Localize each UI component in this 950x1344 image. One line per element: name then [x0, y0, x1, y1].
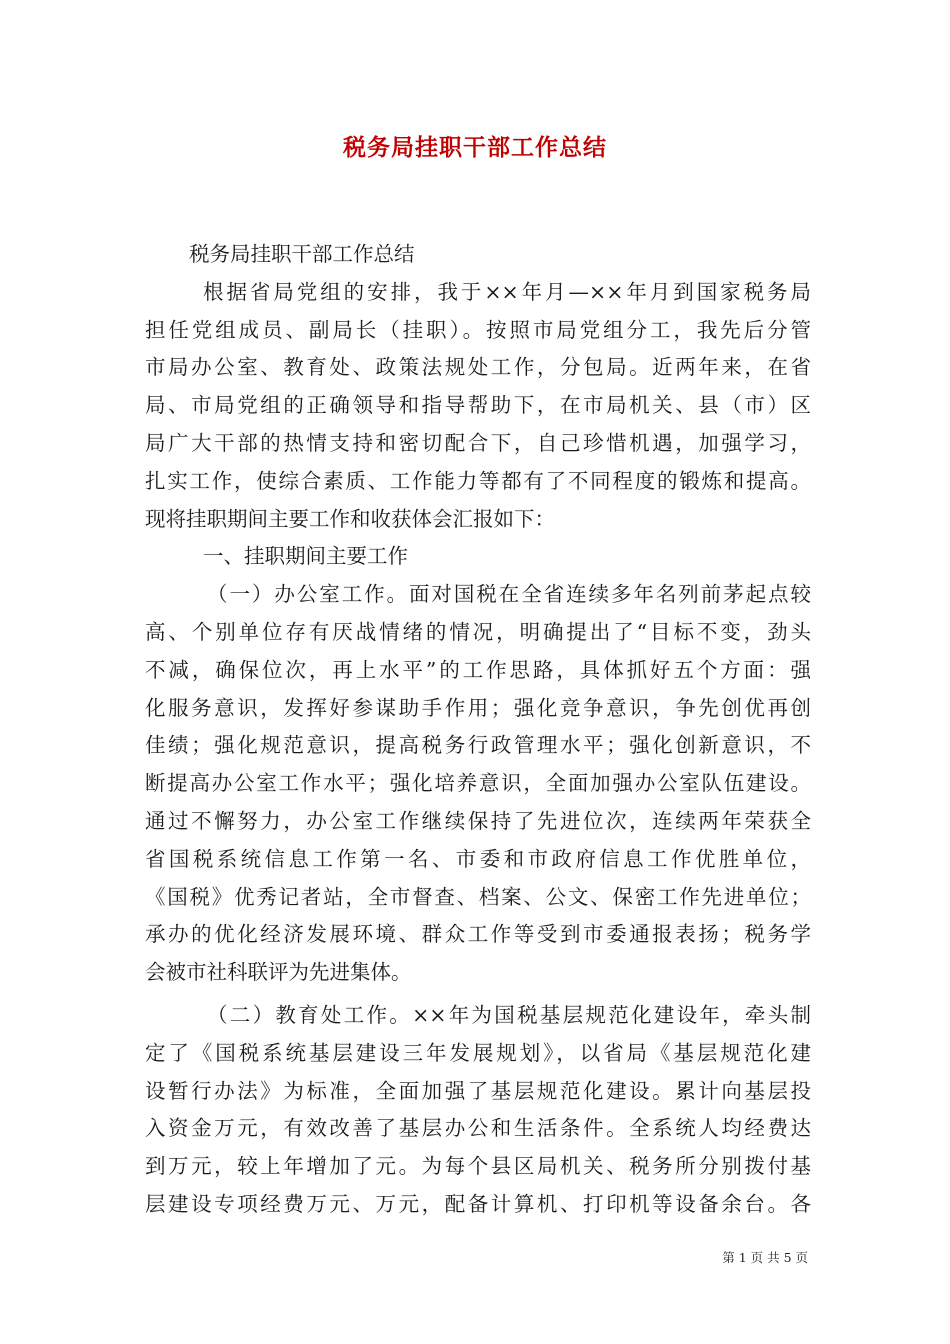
- paragraph-line: （一）办公室工作。面对国税在全省连续多年名列前茅起点较: [207, 582, 811, 607]
- paragraph-line: （二）教育处工作。××年为国税基层规范化建设年，牵头制: [207, 1002, 811, 1027]
- paragraph-line: 到万元，较上年增加了元。为每个县区局机关、税务所分别拨付基: [145, 1154, 811, 1179]
- section-heading: 一、挂职期间主要工作: [203, 544, 408, 569]
- paragraph-line: 入资金万元，有效改善了基层办公和生活条件。全系统人均经费达: [145, 1116, 811, 1141]
- paragraph-line: 高、个别单位存有厌战情绪的情况，明确提出了“目标不变，劲头: [145, 619, 811, 644]
- paragraph-line: 根据省局党组的安排，我于××年月—××年月到国家税务局: [203, 279, 811, 304]
- paragraph-line: 省国税系统信息工作第一名、市委和市政府信息工作优胜单位，: [145, 846, 811, 871]
- paragraph-line: 承办的优化经济发展环境、群众工作等受到市委通报表扬；税务学: [145, 922, 811, 947]
- paragraph-line: 现将挂职期间主要工作和收获体会汇报如下：: [145, 506, 555, 531]
- document-body: [145, 236, 811, 1224]
- body-heading: 税务局挂职干部工作总结: [189, 242, 415, 266]
- paragraph-line: 不减，确保位次，再上水平”的工作思路，具体抓好五个方面：强: [145, 657, 811, 682]
- page-title: 税务局挂职干部工作总结: [343, 134, 607, 161]
- paragraph-line: 局广大干部的热情支持和密切配合下，自己珍惜机遇，加强学习，: [145, 430, 811, 455]
- paragraph-line: 局、市局党组的正确领导和指导帮助下，在市局机关、县（市）区: [145, 393, 811, 418]
- paragraph-line: 定了《国税系统基层建设三年发展规划》，以省局《基层规范化建: [145, 1040, 811, 1065]
- paragraph-line: 市局办公室、教育处、政策法规处工作，分包局。近两年来，在省: [145, 355, 811, 380]
- paragraph-line: 通过不懈努力，办公室工作继续保持了先进位次，连续两年荣获全: [145, 808, 811, 833]
- paragraph-line: 佳绩；强化规范意识，提高税务行政管理水平；强化创新意识，不: [145, 733, 811, 758]
- paragraph-line: 《国税》优秀记者站，全市督查、档案、公文、保密工作先进单位；: [145, 884, 811, 909]
- paragraph-line: 层建设专项经费万元、万元，配备计算机、打印机等设备余台。各: [145, 1191, 811, 1216]
- paragraph-line: 设暂行办法》为标准，全面加强了基层规范化建设。累计向基层投: [145, 1078, 811, 1103]
- paragraph-line: 断提高办公室工作水平；强化培养意识，全面加强办公室队伍建设。: [145, 771, 811, 796]
- page-number-footer: 第 1 页 共 5 页: [722, 1250, 808, 1265]
- paragraph-line: 会被市社科联评为先进集体。: [145, 960, 412, 985]
- paragraph-line: 担任党组成员、副局长（挂职）。按照市局党组分工，我先后分管: [145, 317, 811, 342]
- paragraph-line: 化服务意识，发挥好参谋助手作用；强化竞争意识，争先创优再创: [145, 695, 811, 720]
- paragraph-line: 扎实工作，使综合素质、工作能力等都有了不同程度的锻炼和提高。: [145, 468, 811, 493]
